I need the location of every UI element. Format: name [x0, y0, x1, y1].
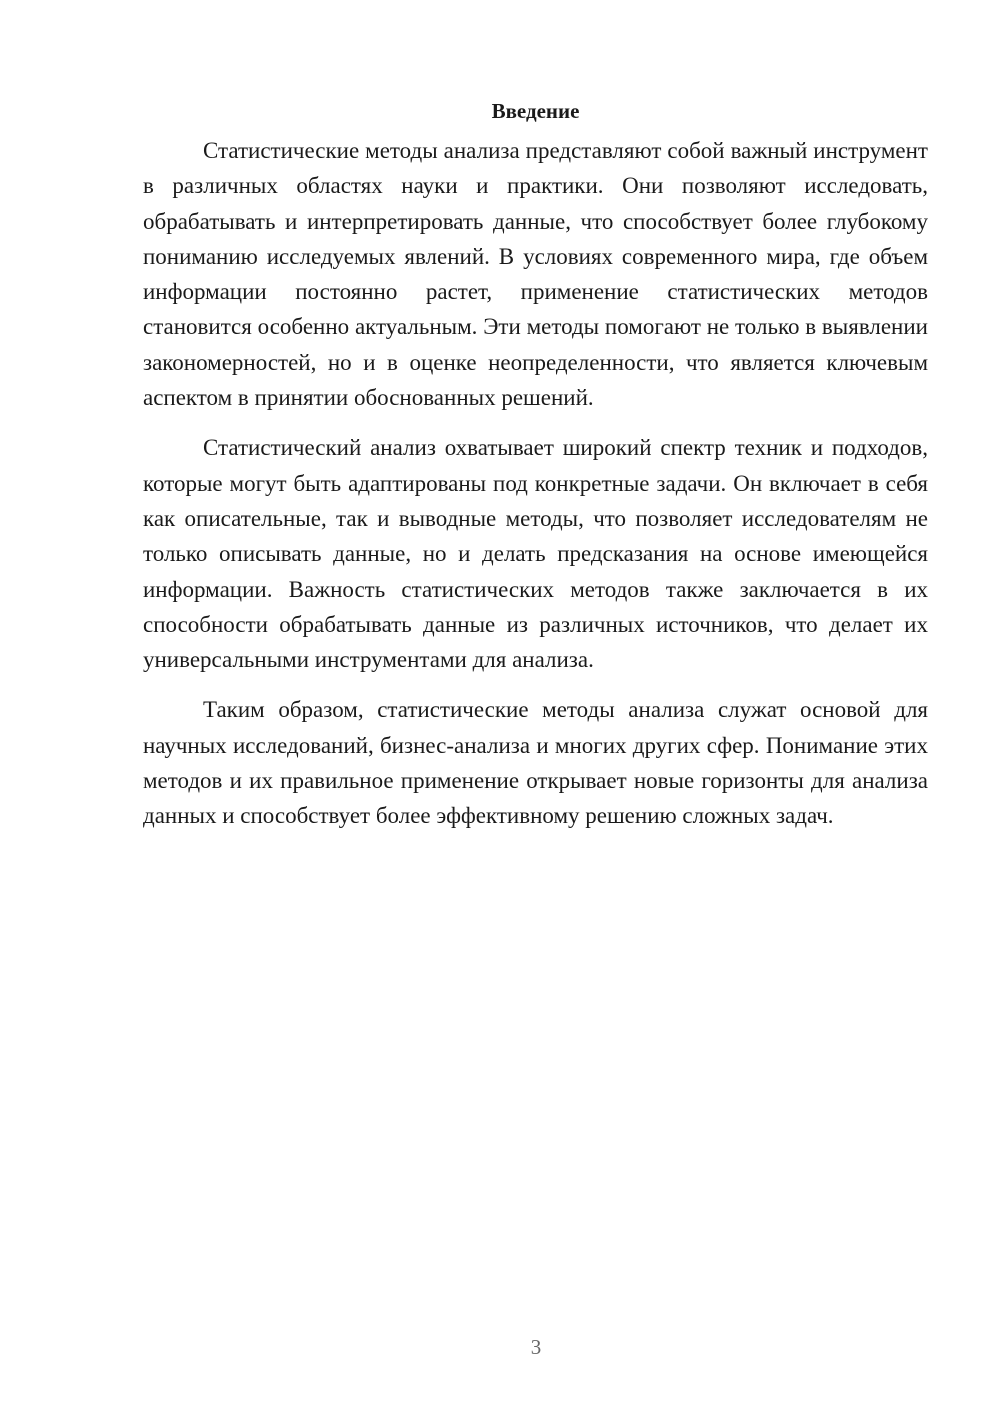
paragraph-2: Статистический анализ охватывает широкий спектр техник и подходов, которые могут быть адаптированы под конкретные задачи. Он включает в себя как описательные, так и выводные методы, что позволяет исследователям не только описывать данные, но и делать предсказания на основе имеющейся информации. Важность статистических методов также заключается в их способности обрабатывать данные из различных источников, что делает их универсальными инструментами для анализа.: [143, 435, 928, 673]
page-content: [143, 92, 928, 849]
paragraph-1: Статистические методы анализа представляют собой важный инструмент в различных областях науки и практики. Они позволяют исследовать, обрабатывать и интерпретировать данные, что способствует более глубокому пониманию исследуемых явлений. В условиях современного мира, где объем информации постоянно растет, применение статистических методов становится особенно актуальным. Эти методы помогают не только в выявлении закономерностей, но и в оценке неопределенности, что является ключевым аспектом в принятии обоснованных решений.: [143, 138, 928, 411]
page-number: 3: [530, 1335, 542, 1359]
section-heading: Введение: [491, 99, 580, 123]
paragraph-3: Таким образом, статистические методы анализа служат основой для научных исследований, бизнес-анализа и многих других сфер. Понимание этих методов и их правильное применение открывает новые горизонты для анализа данных и способствует более эффективному решению сложных задач.: [143, 697, 928, 829]
